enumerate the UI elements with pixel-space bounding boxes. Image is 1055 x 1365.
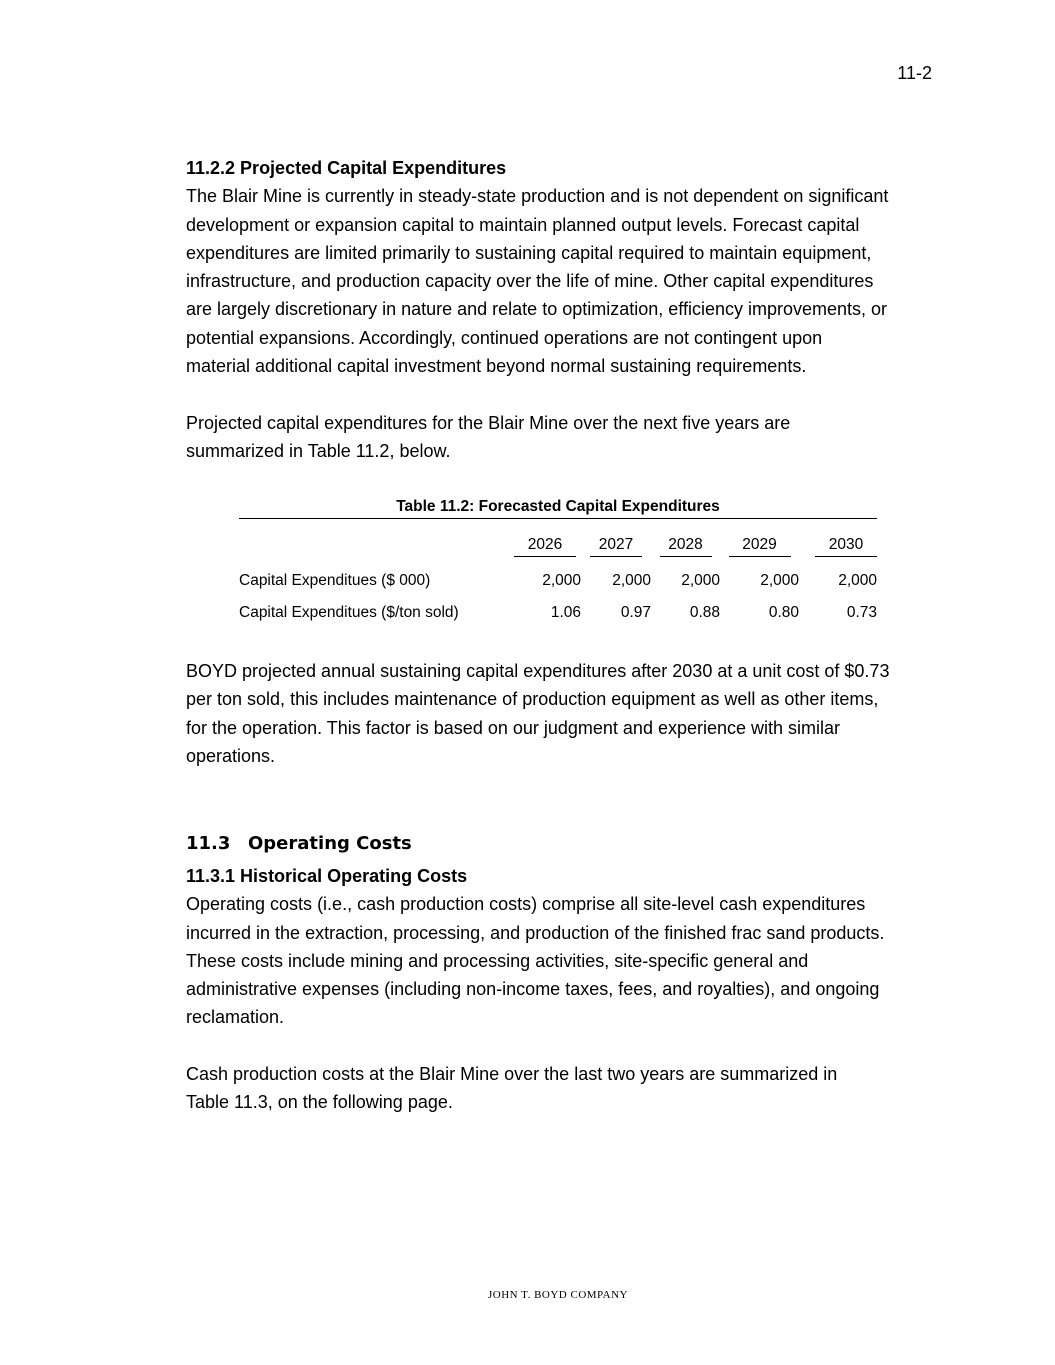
text-line: These costs include mining and processing activities, site-specific general and	[186, 950, 809, 971]
paragraph-cash-costs	[186, 1060, 931, 1117]
paragraph-operating-costs	[186, 890, 931, 1031]
table-row	[239, 597, 877, 629]
text-line: expenditures are limited primarily to sustaining capital required to maintain equipment,	[186, 242, 872, 263]
section-11-2-2	[186, 154, 931, 465]
year-header: 2027	[581, 533, 651, 557]
text-line: Projected capital expenditures for the Blair Mine over the next five years are	[186, 412, 791, 433]
year-header: 2026	[509, 533, 581, 557]
text-line: per ton sold, this includes maintenance of production equipment as well as other items,	[186, 689, 879, 710]
paragraph-capex-summary	[186, 409, 931, 466]
paragraph-capex-intro	[186, 182, 931, 380]
text-line: operations.	[186, 745, 276, 766]
section-number: 11.3	[186, 833, 231, 854]
section-11-3-1	[186, 862, 931, 1117]
text-line: potential expansions. Accordingly, continued operations are not contingent upon	[186, 327, 823, 348]
section-heading-11-3-1: 11.3.1 Historical Operating Costs	[186, 866, 468, 886]
text-line: are largely discretionary in nature and relate to optimization, efficiency improvements, or	[186, 299, 888, 320]
text-line: infrastructure, and production capacity over the life of mine. Other capital expenditures	[186, 271, 874, 292]
table-row	[239, 565, 877, 597]
text-line: incurred in the extraction, processing, and production of the finished frac sand products.	[186, 922, 885, 943]
text-line: development or expansion capital to maintain planned output levels. Forecast capital	[186, 214, 860, 235]
table-cell: 0.73	[846, 604, 877, 621]
text-line: Operating costs (i.e., cash production costs) comprise all site-level cash expenditures	[186, 894, 866, 915]
paragraph-sustaining-capex	[186, 657, 931, 770]
row-label: Capital Expenditues ($/ton sold)	[239, 604, 459, 621]
table-cell: 2,000	[760, 572, 799, 589]
text-line: material additional capital investment beyond normal sustaining requirements.	[186, 356, 807, 377]
table-cell: 2,000	[838, 572, 877, 589]
text-line: Table 11.3, on the following page.	[186, 1092, 453, 1113]
table-header-row	[239, 533, 877, 557]
table-cell: 2,000	[681, 572, 720, 589]
text-line: summarized in Table 11.2, below.	[186, 440, 451, 461]
text-line: Cash production costs at the Blair Mine over the last two years are summarized in	[186, 1064, 838, 1085]
year-header: 2028	[651, 533, 720, 557]
table-cell: 0.80	[768, 604, 799, 621]
table-cell: 2,000	[612, 572, 651, 589]
capex-grid	[239, 533, 877, 629]
section-heading-11-3	[186, 830, 412, 858]
section-title: Operating Costs	[248, 833, 412, 854]
table-cell: 1.06	[550, 604, 581, 621]
text-line: The Blair Mine is currently in steady-state production and is not dependent on significant	[186, 186, 889, 207]
year-header: 2030	[799, 533, 877, 557]
text-line: for the operation. This factor is based on our judgment and experience with similar	[186, 717, 841, 738]
capex-table	[239, 494, 877, 629]
page-number: 11-2	[897, 63, 932, 83]
table-cell: 0.88	[689, 604, 720, 621]
table-cell: 2,000	[542, 572, 581, 589]
section-heading-11-2-2: 11.2.2 Projected Capital Expenditures	[186, 158, 507, 178]
page-footer: JOHN T. BOYD COMPANY	[488, 1289, 628, 1301]
text-line: BOYD projected annual sustaining capital expenditures after 2030 at a unit cost of $0.73	[186, 661, 890, 681]
table-title: Table 11.2: Forecasted Capital Expenditures	[239, 494, 877, 519]
row-label: Capital Expenditues ($ 000)	[239, 572, 431, 589]
text-line: administrative expenses (including non-income taxes, fees, and royalties), and ongoing	[186, 979, 880, 1000]
text-line: reclamation.	[186, 1007, 285, 1028]
table-cell: 0.97	[620, 604, 651, 621]
year-header: 2029	[720, 533, 799, 557]
